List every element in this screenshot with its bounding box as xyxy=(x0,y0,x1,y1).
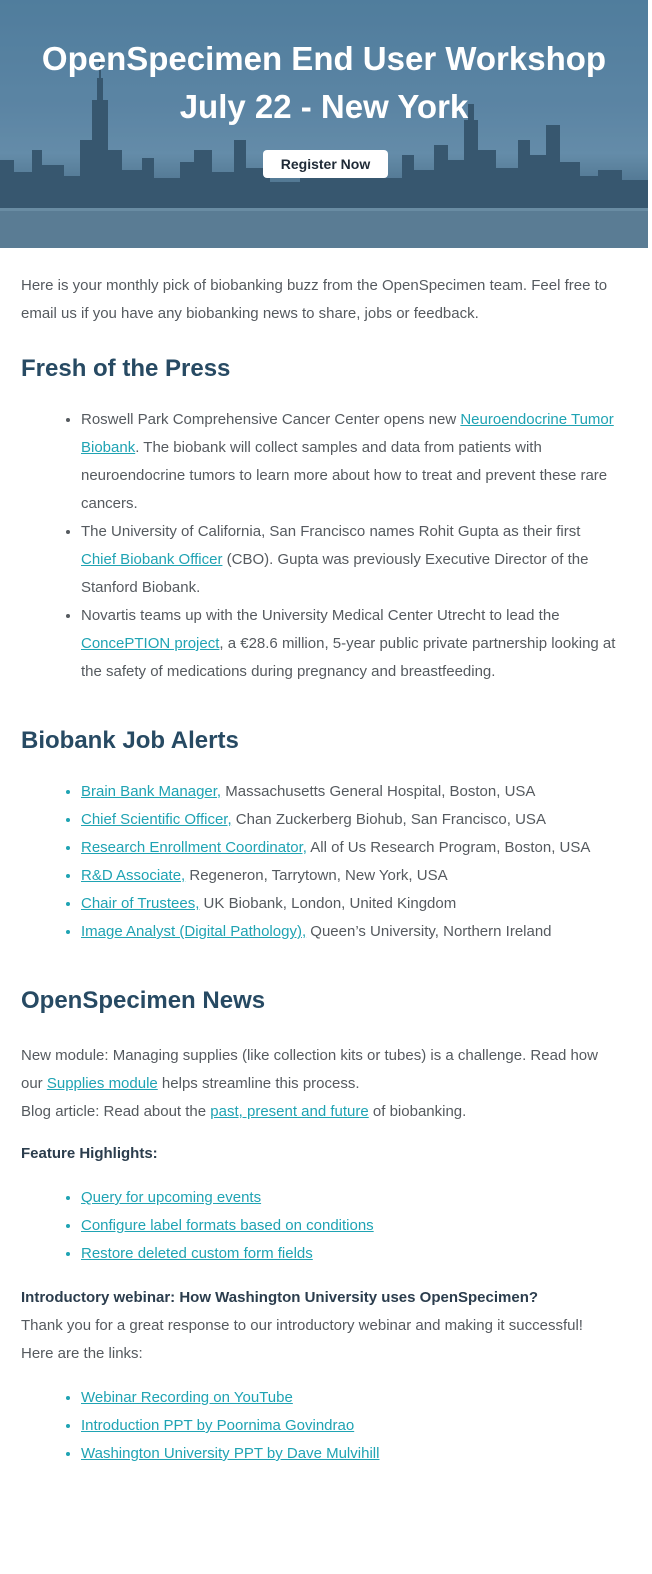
job-link[interactable]: Chief Scientific Officer, xyxy=(81,811,232,828)
intro-text: Here is your monthly pick of biobanking buzz from the OpenSpecimen team. Feel free to email us if you have any biobanking news to share, jobs or feedback. xyxy=(21,277,608,322)
news-text: New module: Managing supplies (like collection kits or tubes) is a challenge. Read how our xyxy=(21,1047,598,1092)
feature-list xyxy=(21,1184,616,1268)
newsletter-body xyxy=(0,272,652,1468)
webinar-link-item xyxy=(81,1440,616,1468)
webinar-link[interactable]: Introduction PPT by Poornima Govindrao xyxy=(81,1417,355,1434)
press-item-text: (CBO). Gupta was previously Executive Director of the Stanford Biobank. xyxy=(81,551,589,596)
job-item xyxy=(81,890,616,918)
news-heading: OpenSpecimen News xyxy=(21,987,266,1014)
press-item xyxy=(81,602,616,686)
webinar-link-list xyxy=(21,1384,616,1468)
hero-title-line2: July 22 - New York xyxy=(179,88,469,125)
webinar-link[interactable]: Webinar Recording on YouTube xyxy=(81,1389,293,1406)
job-item xyxy=(81,778,616,806)
jobs-list xyxy=(21,778,616,946)
blog-article-link[interactable]: past, present and future xyxy=(210,1103,369,1120)
news-text: helps streamline this process. xyxy=(157,1075,360,1092)
supplies-module-link[interactable]: Supplies module xyxy=(46,1075,158,1092)
job-link[interactable]: Image Analyst (Digital Pathology), xyxy=(81,923,307,940)
press-link[interactable]: ConcePTION project xyxy=(81,635,220,652)
news-blog-text xyxy=(21,1098,616,1126)
job-item xyxy=(81,862,616,890)
feature-link[interactable]: Query for upcoming events xyxy=(81,1189,262,1206)
hero-banner xyxy=(0,0,648,248)
feature-link[interactable]: Configure label formats based on conditions xyxy=(81,1217,374,1234)
press-item-text: , a €28.6 million, 5-year public private partnership looking at the safety of medications during pregnancy and breastfeeding. xyxy=(81,635,616,680)
press-link[interactable]: Neuroendocrine Tumor Biobank xyxy=(81,411,614,456)
press-item-text: Novartis teams up with the University Medical Center Utrecht to lead the xyxy=(81,607,560,624)
press-heading: Fresh of the Press xyxy=(21,355,231,382)
job-item xyxy=(81,806,616,834)
job-link[interactable]: Brain Bank Manager, xyxy=(81,783,222,800)
job-link[interactable]: Chair of Trustees, xyxy=(81,895,200,912)
job-detail: Queen’s University, Northern Ireland xyxy=(306,923,552,940)
job-detail: Chan Zuckerberg Biohub, San Francisco, USA xyxy=(231,811,546,828)
webinar-link-item xyxy=(81,1412,616,1440)
press-list xyxy=(21,406,616,686)
webinar-heading: Introductory webinar: How Washington University uses OpenSpecimen? xyxy=(21,1289,539,1306)
jobs-heading: Biobank Job Alerts xyxy=(21,727,239,754)
register-now-button[interactable]: Register Now xyxy=(263,150,388,178)
feature-item xyxy=(81,1240,616,1268)
feature-highlights-heading: Feature Highlights: xyxy=(21,1145,158,1162)
feature-item xyxy=(81,1212,616,1240)
press-item-text: The University of California, San Francisco names Rohit Gupta as their first xyxy=(81,523,581,540)
job-detail: UK Biobank, London, United Kingdom xyxy=(199,895,457,912)
news-text: of biobanking. xyxy=(368,1103,467,1120)
webinar-link-item xyxy=(81,1384,616,1412)
hero-title-line1: OpenSpecimen End User Workshop xyxy=(41,40,607,77)
job-detail: Massachusetts General Hospital, Boston, USA xyxy=(221,783,536,800)
press-item xyxy=(81,406,616,518)
news-text: Blog article: Read about the xyxy=(21,1103,211,1120)
news-module-text xyxy=(21,1042,616,1098)
press-link[interactable]: Chief Biobank Officer xyxy=(81,551,223,568)
press-item-text: Roswell Park Comprehensive Cancer Center opens new xyxy=(81,411,461,428)
press-item xyxy=(81,518,616,602)
webinar-thanks: Thank you for a great response to our introductory webinar and making it successful! xyxy=(21,1317,583,1334)
feature-item xyxy=(81,1184,616,1212)
job-link[interactable]: R&D Associate, xyxy=(81,867,186,884)
job-item xyxy=(81,918,616,946)
job-item xyxy=(81,834,616,862)
feature-link[interactable]: Restore deleted custom form fields xyxy=(81,1245,313,1262)
job-detail: All of Us Research Program, Boston, USA xyxy=(306,839,591,856)
webinar-link[interactable]: Washington University PPT by Dave Mulvihill xyxy=(81,1445,380,1462)
webinar-links-intro: Here are the links: xyxy=(21,1345,143,1362)
job-detail: Regeneron, Tarrytown, New York, USA xyxy=(185,867,448,884)
job-link[interactable]: Research Enrollment Coordinator, xyxy=(81,839,307,856)
press-item-text: . The biobank will collect samples and data from patients with neuroendocrine tumors to learn more about how to treat and prevent these rare cancers. xyxy=(81,439,608,512)
